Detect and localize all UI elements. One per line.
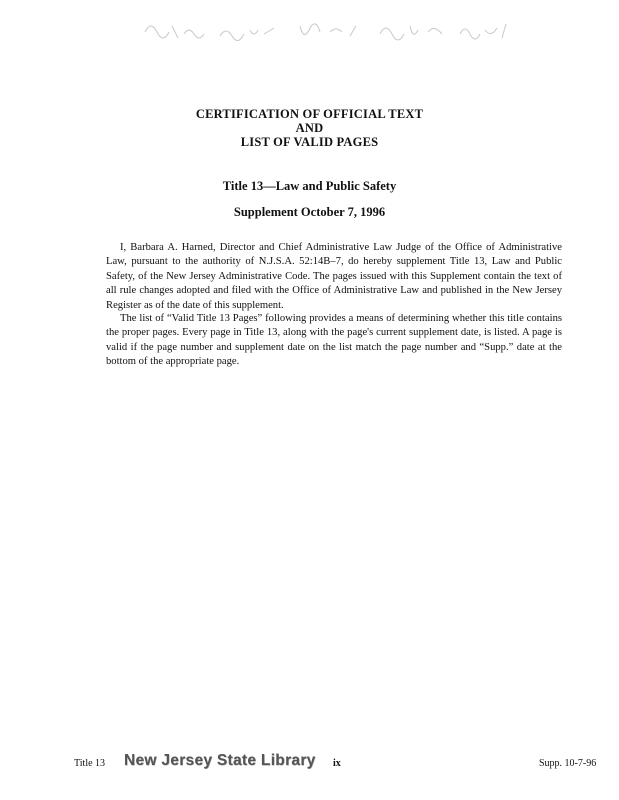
footer-page-number: ix <box>333 758 341 769</box>
handwritten-annotation <box>140 12 540 52</box>
heading-line-1: CERTIFICATION OF OFFICIAL TEXT <box>195 107 424 121</box>
footer-supplement-date: Supp. 10-7-96 <box>539 758 597 769</box>
library-stamp: New Jersey State Library <box>124 752 316 769</box>
heading-line-3: LIST OF VALID PAGES <box>240 135 379 149</box>
paragraph-valid-pages: The list of “Valid Title 13 Pages” following provides a means of determining whether this title contains the proper pages. Every page in Title 13, along with the page's current supplement date, is listed. A page is valid if the page number and supplement date on the list match the page number and “Supp.” date at the bottom of the appropriate page. <box>106 313 562 368</box>
paragraph-certification: I, Barbara A. Harned, Director and Chief Administrative Law Judge of the Office of Administrative Law, pursuant to the authority of N.J.S.A. 52:14B–7, do hereby supplement Title 13, Law and Public Safety, of the New Jersey Administrative Code. The pages issued with this Supplement contain the text of all rule changes adopted and filed with the Office of Administrative Law and published in the New Jersey Register as of the date of this supplement. <box>106 242 562 311</box>
footer-title: Title 13 <box>74 758 106 769</box>
supplement-line: Supplement October 7, 1996 <box>233 205 386 219</box>
title-line: Title 13—Law and Public Safety <box>222 179 397 193</box>
heading-line-2: AND <box>295 121 324 135</box>
